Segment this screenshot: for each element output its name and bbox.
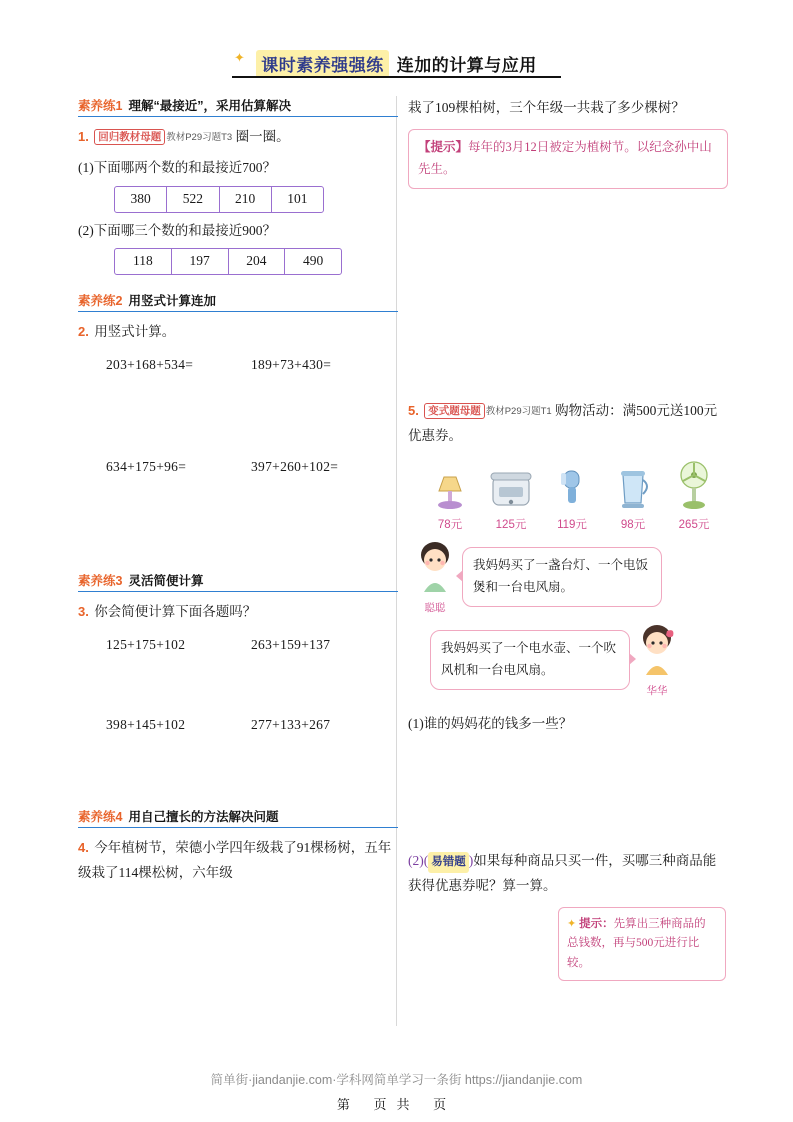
table-lamp-icon: [422, 459, 478, 513]
tip-text: 先算出三种商品的总钱数，再与500元进行比较。: [567, 917, 706, 969]
section-header-3: [78, 571, 398, 592]
calc-expression[interactable]: 189+73+430=: [251, 357, 332, 373]
number-cell[interactable]: 210: [220, 187, 272, 212]
section-4-title: 用自己擅长的方法解决问题: [128, 810, 279, 825]
variant-origin-stamp: 变式题母题: [424, 403, 485, 419]
error-prone-tag: 易错题: [428, 852, 469, 873]
number-box-part2[interactable]: [114, 248, 342, 275]
question-1: [78, 125, 398, 150]
product-item: [605, 459, 661, 532]
number-cell[interactable]: 522: [167, 187, 219, 212]
page-title: [0, 50, 793, 78]
left-column: [78, 96, 398, 890]
section-3-tag: 素养练3: [78, 574, 123, 589]
calc-expression[interactable]: 125+175+102: [106, 637, 186, 653]
right-column: [408, 96, 728, 989]
section-2-title: 用竖式计算连加: [128, 294, 216, 309]
rice-cooker-icon: [483, 459, 539, 513]
question-2: [78, 320, 398, 345]
tip-box-hint: [558, 907, 726, 982]
product-item: [666, 459, 722, 532]
tip-text: 每年的3月12日被定为植树节。以纪念孙中山先生。: [418, 139, 712, 176]
product-price: 98元: [620, 518, 646, 531]
product-item: [422, 459, 478, 532]
number-cell[interactable]: 380: [115, 187, 167, 212]
title-text: 连加的计算与应用: [396, 56, 537, 75]
electric-kettle-icon: [605, 459, 661, 513]
product-list: [422, 459, 722, 532]
avatar-congcong: [408, 540, 462, 615]
question-5-text: 购物活动：满500元送100元优惠券。: [408, 402, 718, 443]
variant-origin-note: 教材P29习题T1: [485, 405, 552, 417]
sparkle-icon: ✦: [234, 50, 245, 65]
number-box-part1[interactable]: [114, 186, 324, 213]
number-cell[interactable]: 490: [303, 253, 324, 269]
section-4-tag: 素养练4: [78, 810, 123, 825]
speech-bubble-congcong: 我妈妈买了一盏台灯、一个电饭煲和一台电风扇。: [462, 547, 662, 607]
hair-dryer-icon: [544, 459, 600, 513]
question-2-text: 用竖式计算。: [94, 324, 176, 340]
number-cell[interactable]: 118: [115, 249, 172, 274]
number-cell[interactable]: 197: [172, 249, 229, 274]
question-1-part1-label: (1)下面哪两个数的和最接近700？: [78, 159, 276, 175]
question-5: [408, 399, 728, 449]
question-4-text: 今年植树节，荣德小学四年级栽了91棵杨树，五年级栽了114棵松树，六年级: [78, 840, 392, 881]
speech-row-congcong: [408, 540, 728, 615]
section-2-tag: 素养练2: [78, 294, 123, 309]
question-5-number: 5.: [408, 402, 419, 418]
calc-expression[interactable]: 634+175+96=: [106, 459, 187, 475]
section-1-title: 理解“最接近”，采用估算解决: [128, 99, 291, 113]
title-divider: [232, 76, 561, 78]
question-5-part2-prefix: (2): [408, 852, 424, 868]
star-icon: ✦: [567, 917, 577, 930]
calc-expression[interactable]: 277+133+267: [251, 717, 331, 733]
calc-expression[interactable]: 203+168+534=: [106, 357, 194, 373]
avatar-huahua: [630, 623, 684, 698]
calc-expression[interactable]: 398+145+102: [106, 717, 186, 733]
question-1-part2-label: (2)下面哪三个数的和最接近900？: [78, 222, 276, 238]
textbook-origin-stamp: 回归教材母题: [94, 129, 165, 145]
calc-expression[interactable]: 397+260+102=: [251, 459, 339, 475]
footer-page-number: 第 页共 页: [336, 1097, 457, 1112]
footer-link[interactable]: 简单街·jiandanjie.com·学科网简单学习一条街 https://jiandanjie.com: [210, 1073, 583, 1087]
section-header-1: [78, 96, 398, 117]
number-cell[interactable]: 101: [287, 190, 308, 206]
question-3-answers: [106, 637, 396, 733]
product-item: [483, 459, 539, 532]
section-1-tag: 素养练1: [78, 99, 123, 113]
title-badge: 课时素养强强练: [256, 50, 389, 78]
textbook-origin-note: 教材P29习题T3: [166, 132, 233, 143]
section-header-2: [78, 291, 398, 312]
question-5-part1: (1)谁的妈妈花的钱多一些？: [408, 715, 573, 731]
section-header-4: [78, 807, 398, 828]
speaker-name: 聪聪: [424, 601, 446, 614]
product-price: 78元: [437, 518, 463, 531]
question-5-part2: (2)( 易错题 )如果每种商品只买一件，买哪三种商品能获得优惠券呢？算一算。: [408, 852, 717, 893]
question-1-number: 1.: [78, 129, 89, 144]
question-3-text: 你会简便计算下面各题吗？: [94, 604, 257, 620]
question-3-number: 3.: [78, 604, 89, 620]
speech-bubble-huahua: 我妈妈买了一个电水壶、一个吹风机和一台电风扇。: [430, 630, 630, 690]
tip-label: 【提示】: [418, 139, 469, 154]
question-3: [78, 600, 398, 625]
product-item: [544, 459, 600, 532]
tip-label: 提示：: [579, 917, 614, 930]
question-2-answers: [106, 357, 396, 475]
question-5-part2-text: 如果每种商品只买一件，买哪三种商品能获得优惠券呢？算一算。: [408, 852, 717, 893]
question-4-continued: 栽了109棵柏树，三个年级一共栽了多少棵树？: [408, 100, 685, 115]
product-price: 119元: [557, 518, 587, 531]
section-3-title: 灵活简便计算: [128, 574, 204, 589]
number-cell[interactable]: 204: [229, 249, 286, 274]
question-4: [78, 836, 398, 886]
product-price: 265元: [678, 518, 710, 531]
speaker-name: 华华: [646, 684, 668, 697]
question-4-number: 4.: [78, 840, 89, 856]
tip-box-tree-festival: [408, 129, 728, 189]
speech-row-huahua: [408, 623, 728, 698]
electric-fan-icon: [666, 459, 722, 513]
calc-expression[interactable]: 263+159+137: [251, 637, 331, 653]
question-2-number: 2.: [78, 324, 89, 340]
question-1-text: 圈一圈。: [235, 129, 290, 144]
product-price: 125元: [495, 518, 527, 531]
